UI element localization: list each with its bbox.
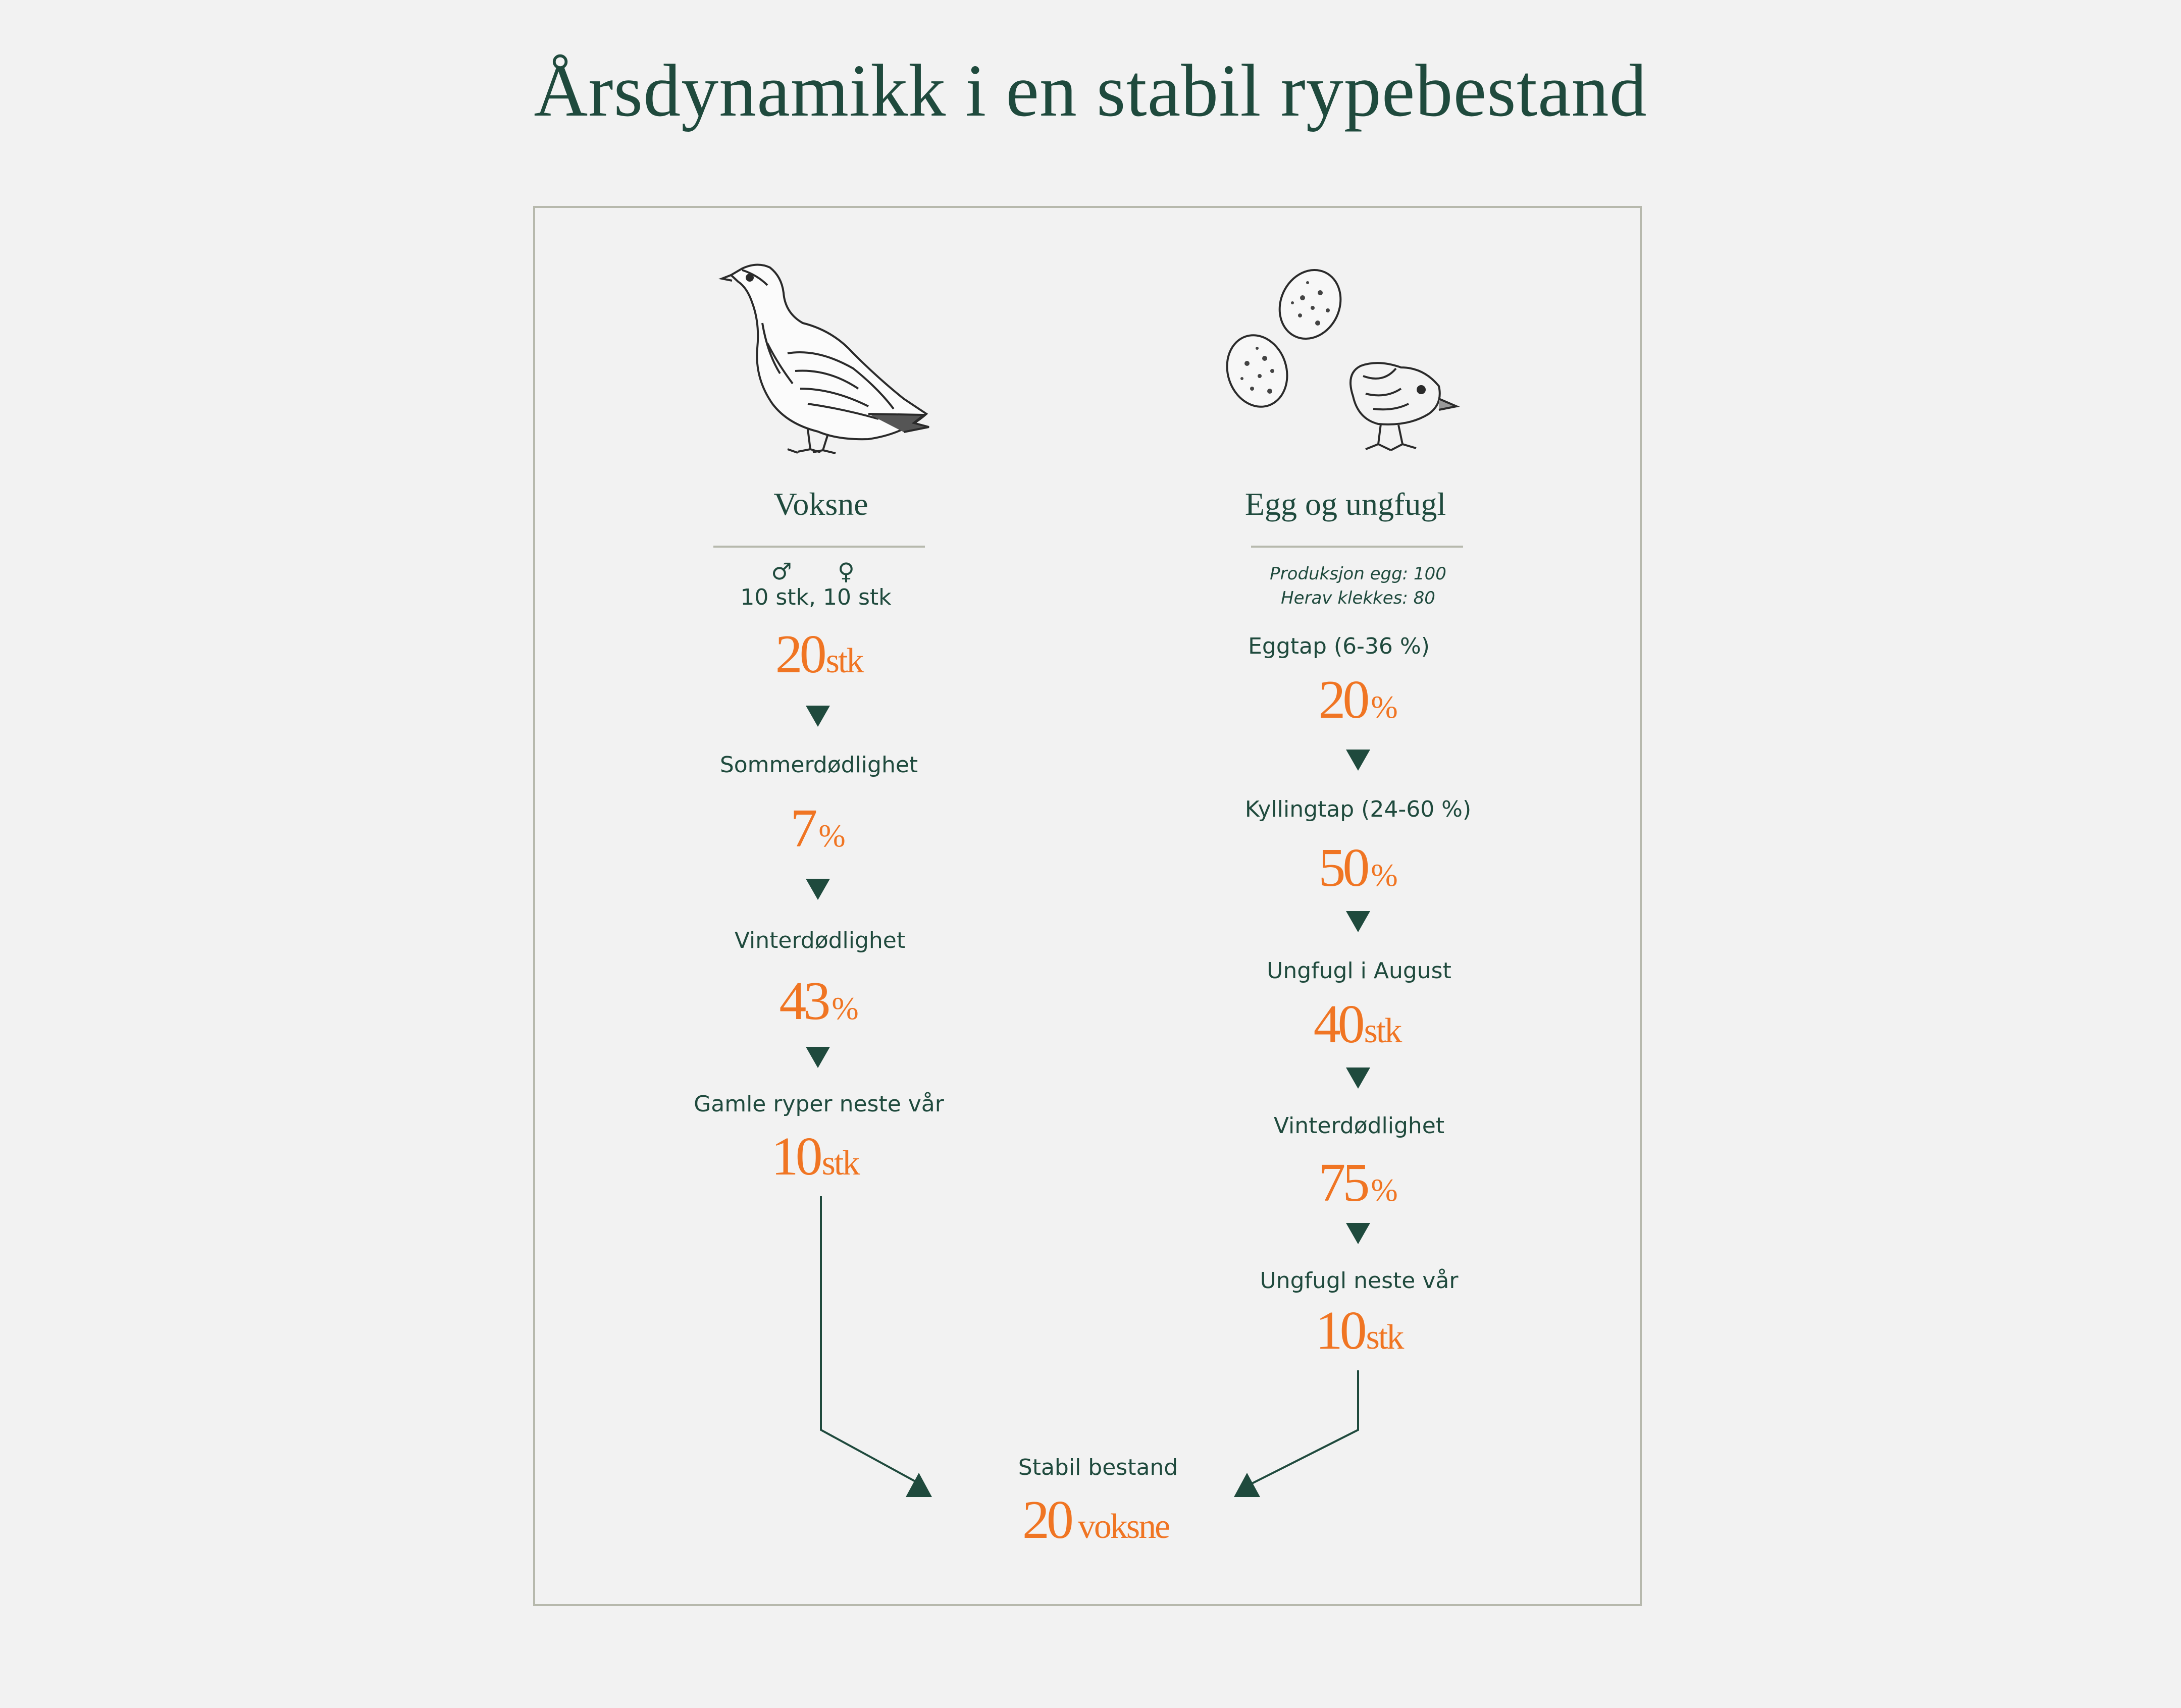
young-next-spring-value: 10stk [1315, 1301, 1403, 1361]
summer-mortality-label: Sommerdødlighet [719, 752, 918, 778]
down-arrow-icon [1346, 1223, 1370, 1244]
summer-mortality-value: 7 % [790, 798, 846, 859]
right-connector-line [1251, 1370, 1358, 1484]
up-arrow-icon [906, 1473, 932, 1497]
young-august-label: Ungfugl i August [1267, 958, 1451, 984]
young-august-value: 40stk [1313, 994, 1401, 1054]
young-winter-mortality-value: 75 % [1318, 1153, 1398, 1213]
page-title: Årsdynamikk i en stabil rypebestand [534, 49, 1647, 132]
old-grouse-value: 10stk [771, 1127, 859, 1187]
right-heading: Egg og ungfugl [1244, 486, 1446, 522]
sex-counts: 10 stk, 10 stk [740, 584, 892, 610]
down-arrow-icon [806, 1047, 830, 1068]
male-symbol-icon: ♂ [771, 558, 792, 585]
down-arrow-icon [806, 706, 830, 727]
winter-mortality-value: 43 % [779, 971, 859, 1031]
stable-population-label: Stabil bestand [1018, 1455, 1178, 1480]
chick-loss-value: 50 % [1318, 838, 1398, 898]
left-connector-line [821, 1196, 920, 1484]
stable-population-value: 20 voksne [1022, 1490, 1169, 1550]
eggs-and-chick-illustration [1218, 260, 1457, 450]
up-arrow-icon [1234, 1473, 1260, 1497]
old-grouse-label: Gamle ryper neste vår [694, 1091, 944, 1117]
winter-mortality-label: Vinterdødlighet [734, 928, 906, 953]
egg-loss-value: 20 % [1318, 670, 1398, 730]
female-symbol-icon: ♀ [838, 558, 855, 585]
down-arrow-icon [1346, 911, 1370, 932]
egg-production-note: Produksjon egg: 100 Herav klekkes: 80 [1270, 564, 1446, 608]
chick-loss-label: Kyllingtap (24-60 %) [1244, 796, 1472, 822]
down-arrow-icon [1346, 750, 1370, 771]
left-heading: Voksne [773, 486, 868, 522]
down-arrow-icon [806, 879, 830, 900]
down-arrow-icon [1346, 1068, 1370, 1089]
young-next-spring-label: Ungfugl neste vår [1260, 1268, 1459, 1294]
adult-count-value: 20stk [775, 624, 863, 684]
grouse-illustration [722, 264, 929, 453]
young-winter-mortality-label: Vinterdødlighet [1273, 1113, 1445, 1139]
egg-loss-label: Eggtap (6-36 %) [1248, 633, 1430, 659]
